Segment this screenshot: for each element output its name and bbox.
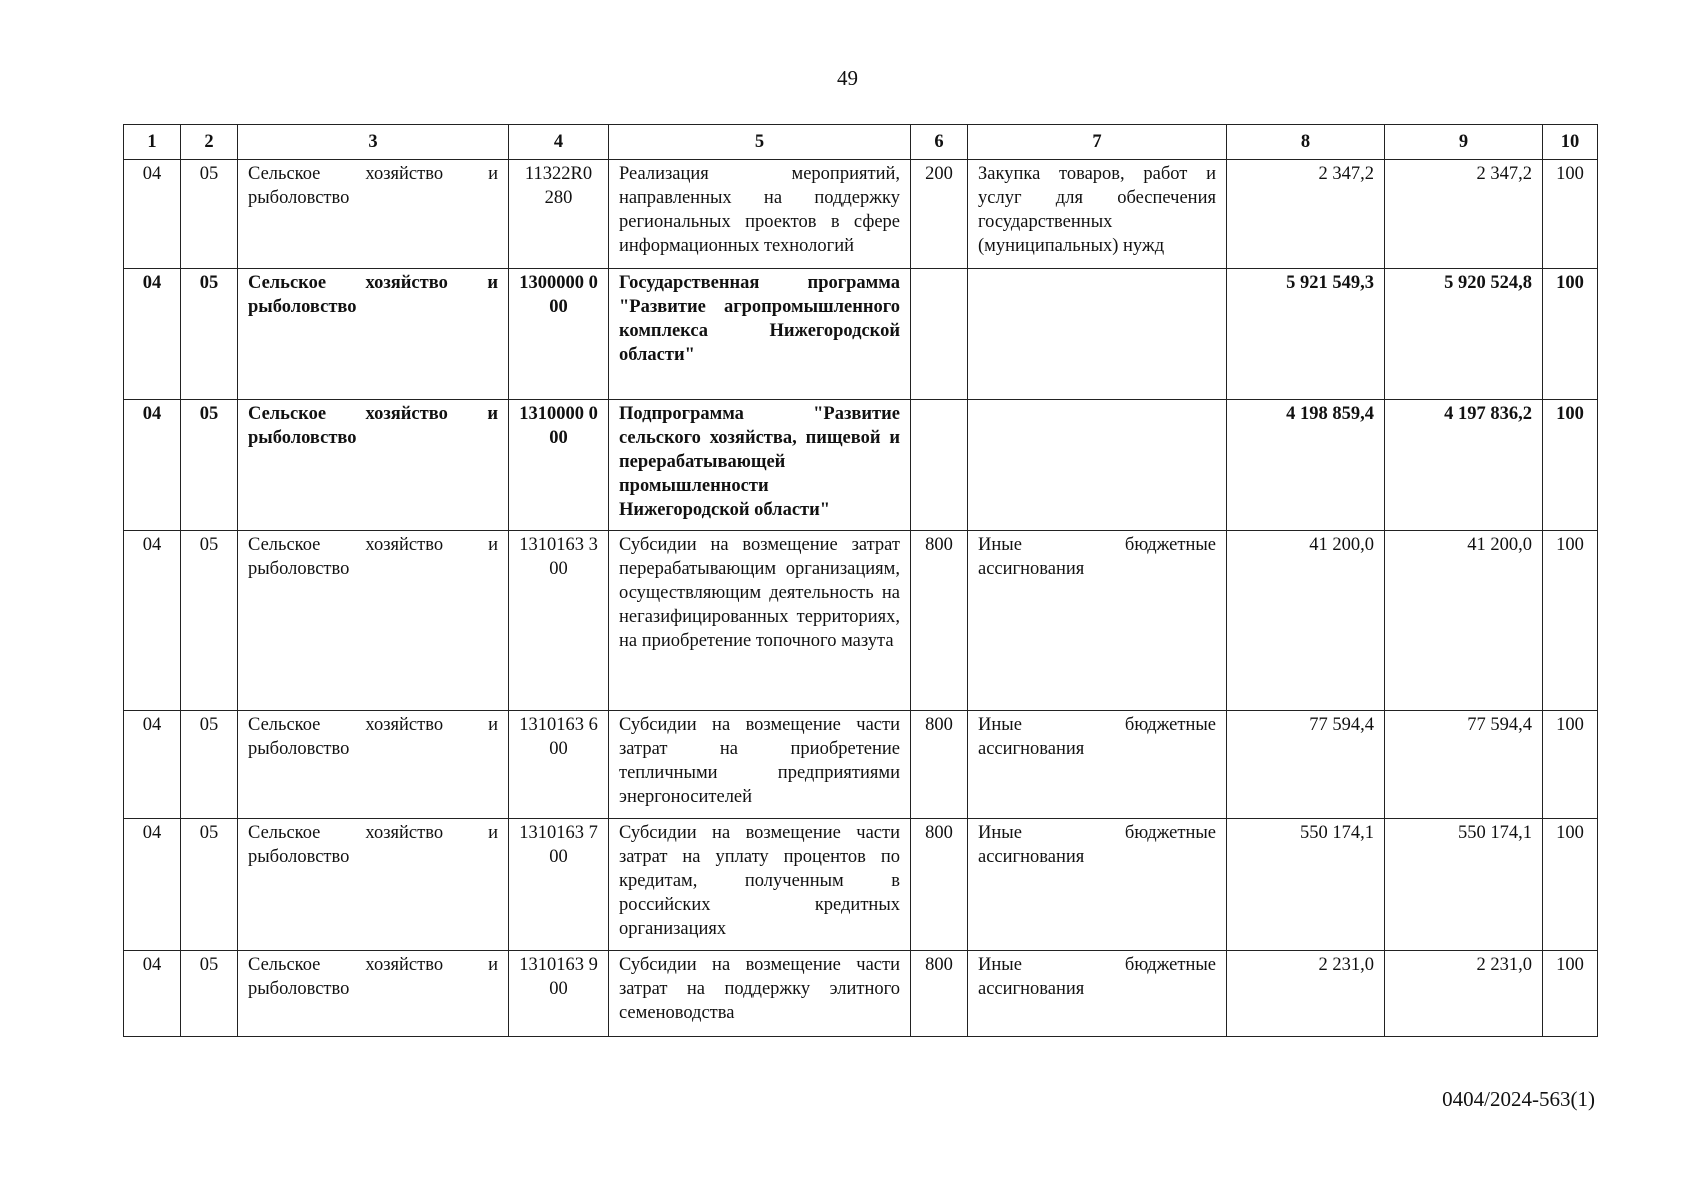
column-header: 2 [181,125,238,160]
section-name: Сельское хозяйство и рыболовство [238,160,509,269]
section-code: 04 [124,400,181,531]
target-article-code: 11322R0 280 [509,160,609,269]
column-header: 9 [1385,125,1543,160]
section-name: Сельское хозяйство и рыболовство [238,711,509,819]
expense-type-code [911,400,968,531]
subsection-code: 05 [181,819,238,951]
column-header: 10 [1543,125,1598,160]
target-article-code: 1300000 000 [509,269,609,400]
planned-amount: 4 198 859,4 [1227,400,1385,531]
table-row [124,531,1598,711]
table-row [124,269,1598,400]
expense-type-name: Иные бюджетные ассигнования [968,951,1227,1037]
executed-amount: 41 200,0 [1385,531,1543,711]
target-article-code: 1310163 700 [509,819,609,951]
execution-percent: 100 [1543,951,1598,1037]
planned-amount: 77 594,4 [1227,711,1385,819]
document-code: 0404/2024-563(1) [1442,1087,1595,1111]
subsection-code: 05 [181,269,238,400]
section-name: Сельское хозяйство и рыболовство [238,531,509,711]
table-row [124,400,1598,531]
article-name: Субсидии на возмещение затрат перерабатывающим организациям, осуществляющим деятельность на негазифицированных территориях, на приобретение топочного мазута [609,531,911,711]
section-name: Сельское хозяйство и рыболовство [238,400,509,531]
column-header: 8 [1227,125,1385,160]
planned-amount: 2 347,2 [1227,160,1385,269]
article-name: Субсидии на возмещение части затрат на уплату процентов по кредитам, полученным в российских кредитных организациях [609,819,911,951]
expense-type-code: 800 [911,819,968,951]
article-name: Государственная программа "Развитие агропромышленного комплекса Нижегородской области" [609,269,911,400]
column-header: 3 [238,125,509,160]
expense-type-code: 800 [911,951,968,1037]
expense-type-name [968,269,1227,400]
executed-amount: 2 347,2 [1385,160,1543,269]
article-name: Субсидии на возмещение части затрат на поддержку элитного семеноводства [609,951,911,1037]
table-row [124,819,1598,951]
planned-amount: 41 200,0 [1227,531,1385,711]
table-row [124,951,1598,1037]
target-article-code: 1310163 600 [509,711,609,819]
column-header: 1 [124,125,181,160]
table-header-row [124,125,1598,160]
execution-percent: 100 [1543,819,1598,951]
planned-amount: 5 921 549,3 [1227,269,1385,400]
execution-percent: 100 [1543,160,1598,269]
expense-type-name: Закупка товаров, работ и услуг для обеспечения государственных (муниципальных) нужд [968,160,1227,269]
subsection-code: 05 [181,951,238,1037]
article-name: Субсидии на возмещение части затрат на приобретение тепличными предприятиями энергоносителей [609,711,911,819]
subsection-code: 05 [181,531,238,711]
expense-type-code: 800 [911,711,968,819]
table-row [124,160,1598,269]
article-name: Подпрограмма "Развитие сельского хозяйства, пищевой и перерабатывающей промышленности Нижегородской области" [609,400,911,531]
expense-type-code [911,269,968,400]
section-code: 04 [124,269,181,400]
subsection-code: 05 [181,160,238,269]
executed-amount: 5 920 524,8 [1385,269,1543,400]
target-article-code: 1310163 900 [509,951,609,1037]
executed-amount: 4 197 836,2 [1385,400,1543,531]
budget-table [123,124,1598,1037]
section-name: Сельское хозяйство и рыболовство [238,951,509,1037]
expense-type-name: Иные бюджетные ассигнования [968,819,1227,951]
section-code: 04 [124,951,181,1037]
expense-type-code: 800 [911,531,968,711]
section-code: 04 [124,819,181,951]
section-name: Сельское хозяйство и рыболовство [238,269,509,400]
expense-type-name [968,400,1227,531]
planned-amount: 2 231,0 [1227,951,1385,1037]
column-header: 6 [911,125,968,160]
page-number: 49 [837,66,858,90]
subsection-code: 05 [181,400,238,531]
column-header: 4 [509,125,609,160]
planned-amount: 550 174,1 [1227,819,1385,951]
execution-percent: 100 [1543,400,1598,531]
target-article-code: 1310000 000 [509,400,609,531]
subsection-code: 05 [181,711,238,819]
executed-amount: 77 594,4 [1385,711,1543,819]
expense-type-code: 200 [911,160,968,269]
section-name: Сельское хозяйство и рыболовство [238,819,509,951]
section-code: 04 [124,531,181,711]
expense-type-name: Иные бюджетные ассигнования [968,711,1227,819]
section-code: 04 [124,160,181,269]
target-article-code: 1310163 300 [509,531,609,711]
execution-percent: 100 [1543,711,1598,819]
table-row [124,711,1598,819]
executed-amount: 2 231,0 [1385,951,1543,1037]
column-header: 7 [968,125,1227,160]
column-header: 5 [609,125,911,160]
expense-type-name: Иные бюджетные ассигнования [968,531,1227,711]
execution-percent: 100 [1543,531,1598,711]
article-name: Реализация мероприятий, направленных на поддержку региональных проектов в сфере информационных технологий [609,160,911,269]
section-code: 04 [124,711,181,819]
execution-percent: 100 [1543,269,1598,400]
executed-amount: 550 174,1 [1385,819,1543,951]
